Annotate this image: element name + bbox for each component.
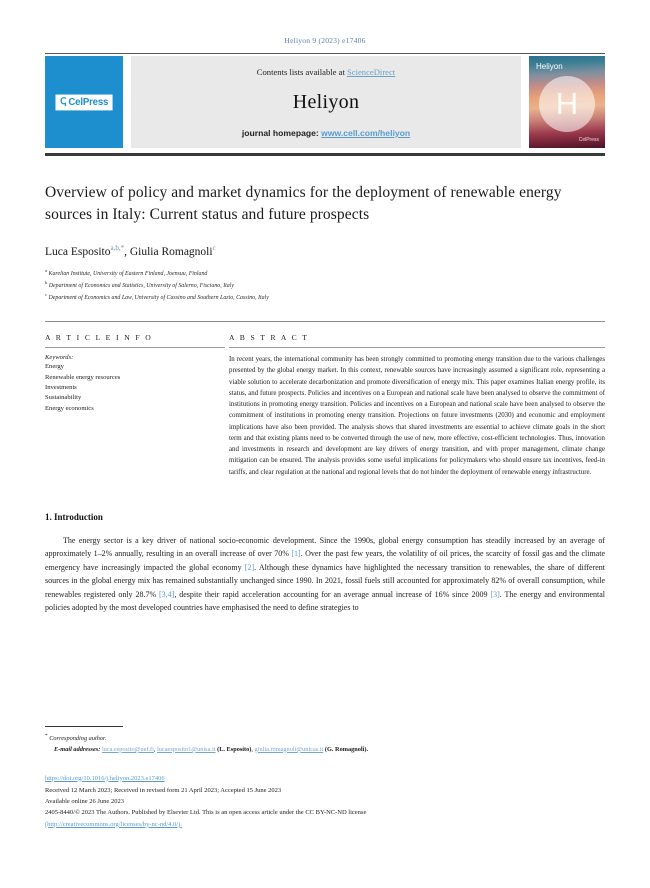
footnote-block	[45, 726, 605, 830]
affiliation-text: Karelian Institute, University of Eastern Finland, Joensuu, Finland	[48, 270, 208, 277]
available-online-date: Available online 26 June 2023	[45, 797, 124, 805]
keyword-item: Energy	[45, 363, 64, 371]
affiliation-mark: a	[45, 267, 48, 273]
license-link[interactable]: (http://creativecommons.org/licenses/by-nc-nd/4.0/).	[45, 820, 182, 828]
keywords-label: Keywords:	[45, 354, 74, 362]
email-link[interactable]: lucaesposito1@unisa.it	[157, 745, 216, 753]
section-title	[45, 512, 605, 522]
abstract-heading: A B S T R A C T	[229, 333, 309, 343]
affiliation-item	[45, 279, 605, 291]
received-dates: Received 12 March 2023; Received in revised form 21 April 2023; Accepted 15 June 2023	[45, 786, 282, 794]
author-name: Luca Esposito	[45, 245, 111, 258]
cellpress-logo-inner	[55, 94, 112, 109]
article-info-heading: A R T I C L E I N F O	[45, 333, 153, 343]
email-owner: (G. Romagnoli).	[324, 745, 369, 753]
corresponding-author-text: Corresponding author.	[49, 734, 107, 742]
journal-name: Heliyon	[292, 91, 360, 113]
doi-link[interactable]: https://doi.org/10.1016/j.heliyon.2023.e17406	[45, 774, 165, 782]
introduction-section	[45, 512, 605, 615]
affiliation-mark: b	[45, 279, 48, 285]
article-info-top-rule	[45, 321, 605, 322]
keyword-item: Investments	[45, 384, 77, 392]
email-link[interactable]: luca.esposito@uef.fi	[101, 745, 154, 753]
homepage-prefix: journal homepage:	[241, 128, 322, 138]
journal-cover-thumbnail[interactable]	[529, 56, 605, 148]
keyword-item: Sustainability	[45, 394, 82, 402]
corresponding-author-note	[45, 732, 605, 745]
author-list: Luca Esposito$^{a,b,*}$, Giulia Romagnoli$^c$	[45, 244, 216, 258]
section-number: 1.	[45, 511, 52, 522]
header-bottom-rule	[45, 153, 605, 156]
affiliation-text: Department of Economics and Statistics, University of Salerno, Fisciano, Italy	[48, 282, 234, 289]
keyword-item: Renewable energy resources	[45, 373, 121, 381]
citation-ref[interactable]: [3]	[490, 589, 500, 599]
sciencedirect-link[interactable]: ScienceDirect	[347, 67, 396, 77]
citation-ref[interactable]: [1]	[291, 549, 301, 559]
affiliation-item	[45, 267, 605, 279]
affiliation-mark: c	[45, 292, 48, 298]
cellpress-logo-text: CelPress	[68, 96, 109, 108]
cover-footer-logo: CelPress	[578, 137, 599, 143]
abstract-rule	[229, 347, 605, 348]
introduction-paragraph: The energy sector is a key driver of national socio-economic development. Since the 1990s, global energy consumption has steadily increased by an average of approximately 1–2% annually, resulting in an overall increase of over 70% [1]. Over the past few years, the volatility of oil prices, the scarcity of fossil gas and the climate emergency have increasingly impacted the global economy [2]. Although these dynamics have highlighted the necessary transition to renewables, the share of different sources in the global energy mix has remained substantially unchanged since 1990. In 2021, fossil fuels still accounted for approximately 82% of overall consumption, while renewables registered only 28.7% [3,4], despite their rapid acceleration accounting for an average annual increase of 16% since 2009 [3]. The energy and environmental policies adopted by the most developed countries have emphasised the need to define strategies to	[45, 535, 606, 613]
header-top-rule	[45, 53, 605, 54]
cellpress-logo[interactable]	[45, 56, 123, 148]
publication-meta-block	[45, 767, 605, 831]
email-label: E-mail addresses:	[54, 745, 101, 753]
citation-ref[interactable]: [3,4]	[159, 589, 175, 599]
page-title: Overview of policy and market dynamics for the deployment of renewable energy sources in Italy: Current status and future prospects	[45, 184, 562, 223]
cover-circle	[539, 76, 595, 132]
affiliation-list	[45, 267, 605, 303]
author-name: Giulia Romagnoli	[129, 245, 213, 258]
article-info-column	[45, 333, 225, 478]
keyword-item: Energy economics	[45, 404, 94, 412]
article-info-rule	[45, 347, 225, 348]
journal-homepage-line	[242, 128, 410, 138]
email-owner: (L. Esposito)	[217, 745, 252, 753]
abstract-text: In recent years, the international community has been strongly committed to promoting energy transition due to the various challenges presented by the global energy market. In this context, renewable sources have increasingly assumed a significant role, representing a viable solution to accelerate decarbonization and promote diversification of energy mix. This paper examines Italian energy profile, its status, and future prospects. Policies and incentives on a European and national scale have been analysed to observe the commitment of institutions in promoting energy transition. Policies and incentives on a European and national scale have been analysed to observe the commitment of institutions in promoting energy transition. Projections on future investments (2030) and economic and employment implications have also been provided. The analysis shows that shared investments are essential to achieve climate goals in the short term and that existing plants need to be converted through the use of new, more effective, cost-efficient technologies. Thus, innovation and investments in research and development are key drivers of energy transition, and with proper management, climate change mitigation can be ensured. The analysis provides some useful implications for policymakers who should ensure tax incentives, feed-in tariffs, and clear regulation at the national and regional levels that do not hinder the deployment of renewable energy infrastructure.	[229, 356, 605, 476]
journal-info-panel	[131, 56, 521, 148]
license-line	[45, 819, 605, 830]
citation-ref[interactable]: [2]	[244, 562, 255, 572]
contents-available-line	[257, 67, 395, 77]
running-head: Heliyon 9 (2023) e17406	[284, 36, 366, 45]
email-addresses-note: E-mail addresses: luca.esposito@uef.fi, lucaesposito1@unisa.it (L. Esposito), giulia.romagnoli@unicas.it (G. Romagnoli).	[54, 745, 369, 753]
copyright-line: 2405-8440/© 2023 The Authors. Published by Elsevier Ltd. This is an open access article under the CC BY-NC-ND license	[45, 809, 367, 817]
abstract-column	[225, 333, 605, 478]
corresponding-mark: *	[45, 732, 48, 739]
footnote-rule	[45, 726, 123, 727]
contents-prefix: Contents lists available at	[256, 67, 347, 77]
journal-header-band	[45, 56, 605, 148]
cover-monogram: H	[555, 86, 579, 122]
affiliation-item	[45, 291, 605, 303]
author-marks: a,b,*	[110, 244, 125, 252]
journal-homepage-link[interactable]: www.cell.com/heliyon	[321, 128, 411, 138]
section-heading-text: Introduction	[54, 511, 103, 522]
email-link[interactable]: giulia.romagnoli@unicas.it	[254, 745, 324, 753]
cellpress-leaf-icon: ↅ	[59, 96, 67, 107]
cover-title: Heliyon	[536, 62, 563, 71]
affiliation-text: Department of Economics and Law, University of Cassino and Southern Lazio, Cassino, Italy	[48, 295, 269, 302]
author-marks: c	[212, 244, 216, 252]
info-abstract-grid	[45, 333, 605, 478]
